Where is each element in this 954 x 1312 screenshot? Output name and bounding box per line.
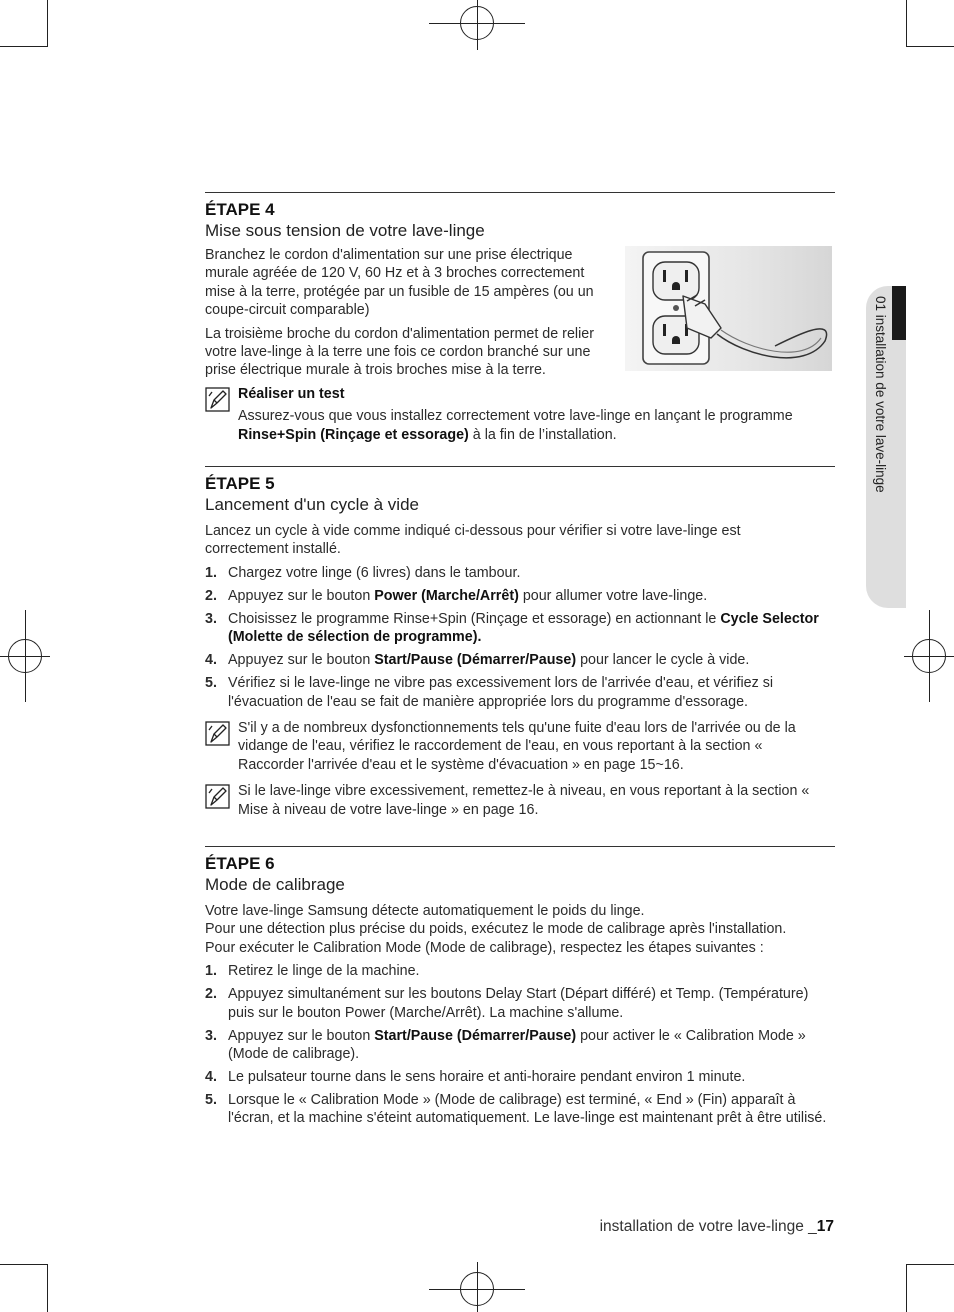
section-divider (205, 192, 835, 193)
note-pencil-icon (205, 784, 230, 809)
crop-mark (47, 1264, 48, 1312)
list-item: 4. Appuyez sur le bouton Start/Pause (Démarrer/Pause) pour lancer le cycle à vide. (205, 652, 750, 669)
note-pencil-icon (205, 387, 230, 412)
crop-mark (906, 0, 907, 47)
crop-mark (906, 1264, 907, 1312)
section-divider (205, 846, 835, 847)
list-item: 3. Appuyez sur le bouton Start/Pause (Démarrer/Pause) pour activer le « Calibration Mode » (Mode de calibrage). (205, 1027, 806, 1063)
chapter-tab-marker (892, 286, 906, 340)
list-item: 5. Vérifiez si le lave-linge ne vibre pas excessivement lors de l'arrivée d'eau, et vérifiez si l'évacuation de l'eau se fait de manière appropriée lors du programme d'essorage. (205, 675, 774, 710)
crop-mark (0, 46, 48, 47)
crop-mark (906, 46, 954, 47)
step6-section (205, 854, 835, 1132)
step4-title: ÉTAPE 4 (205, 200, 275, 219)
note-text: Assurez-vous que vous installez correctement votre lave-linge en lançant le programme Rinse+Spin (Rinçage et essorage) à la fin de l’installation. (238, 408, 793, 443)
list-item: 2. Appuyez simultanément sur les boutons Delay Start (Départ différé) et Temp. (Température) puis sur le bouton Power (Marche/Arrêt). La machine s'allume. (205, 986, 809, 1021)
note-text: Si le lave-linge vibre excessivement, remettez-le à niveau, en vous reportant à la section « Mise à niveau de votre lave-linge » en page 16. (238, 783, 810, 818)
step6-intro: Votre lave-linge Samsung détecte automatiquement le poids du linge. Pour une détection plus précise du poids, exécutez le mode de calibrage après l'installation. Pour exécuter le Calibration Mode (Mode de calibrage), respectez les étapes suivantes : (205, 903, 787, 956)
step4-note (205, 385, 835, 444)
step5-subtitle: Lancement d'un cycle à vide (205, 495, 419, 514)
list-item: 4. Le pulsateur tourne dans le sens horaire et anti-horaire pendant environ 1 minute. (205, 1069, 746, 1086)
registration-line (929, 610, 930, 702)
step4-subtitle: Mise sous tension de votre lave-linge (205, 221, 485, 240)
section-divider (205, 466, 835, 467)
step5-title: ÉTAPE 5 (205, 474, 275, 493)
step6-title: ÉTAPE 6 (205, 854, 275, 873)
page-number: 17 (816, 1218, 834, 1235)
chapter-side-label: 01 installation de votre lave-linge (873, 296, 888, 493)
step5-note (205, 719, 808, 774)
note-pencil-icon (205, 721, 230, 746)
list-item: 1. Retirez le linge de la machine. (205, 963, 420, 980)
step6-subtitle: Mode de calibrage (205, 875, 345, 894)
crop-mark (906, 1264, 954, 1265)
registration-line (25, 610, 26, 702)
registration-line (477, 1262, 478, 1312)
step5-section (205, 474, 835, 827)
list-item: 1. Chargez votre linge (6 livres) dans le tambour. (205, 564, 521, 581)
step4-paragraph: La troisième broche du cordon d'alimentation permet de relier votre lave-linge à la terre une fois ce cordon branché sur une prise électrique murale à trois broches mise à la terre. (205, 325, 594, 379)
crop-mark (47, 0, 48, 47)
outlet-plug-icon (625, 246, 832, 371)
power-outlet-illustration (625, 246, 832, 371)
crop-mark (0, 1264, 48, 1265)
step6-list (205, 962, 835, 1128)
note-text: S'il y a de nombreux dysfonctionnements tels qu'une fuite d'eau lors de l'arrivée ou de la vidange de l'eau, vérifiez le raccordement de l'eau, en vous reportant à la section « Raccorder l'arrivée d'eau et le système d'évacuation » en page 15~16. (238, 720, 796, 773)
list-item: 2. Appuyez sur le bouton Power (Marche/Arrêt) pour allumer votre lave-linge. (205, 587, 708, 604)
step4-paragraph: Branchez le cordon d'alimentation sur une prise électrique murale agréée de 120 V, 60 Hz et à 3 broches correctement mise à la terre, protégée par un fusible de 15 ampères (ou un coupe-circuit comparable) (205, 247, 594, 319)
step5-intro: Lancez un cycle à vide comme indiqué ci-dessous pour vérifier si votre lave-linge est correctement installé. (205, 523, 741, 558)
list-item: 3. Choisissez le programme Rinse+Spin (Rinçage et essorage) en actionnant le Cycle Selector (Molette de sélection de programme). (205, 610, 819, 646)
step5-list (205, 564, 835, 711)
list-item: 5. Lorsque le « Calibration Mode » (Mode de calibrage) est terminé, « End » (Fin) apparaît à l'écran, et la machine s'éteint automatiquement. Le lave-linge est maintenant prêt à être utilisé. (205, 1092, 827, 1127)
registration-line (477, 0, 478, 50)
note-title: Réaliser un test (238, 385, 345, 402)
step5-note (205, 782, 828, 819)
page-footer: installation de votre lave-linge _17 (599, 1218, 834, 1235)
